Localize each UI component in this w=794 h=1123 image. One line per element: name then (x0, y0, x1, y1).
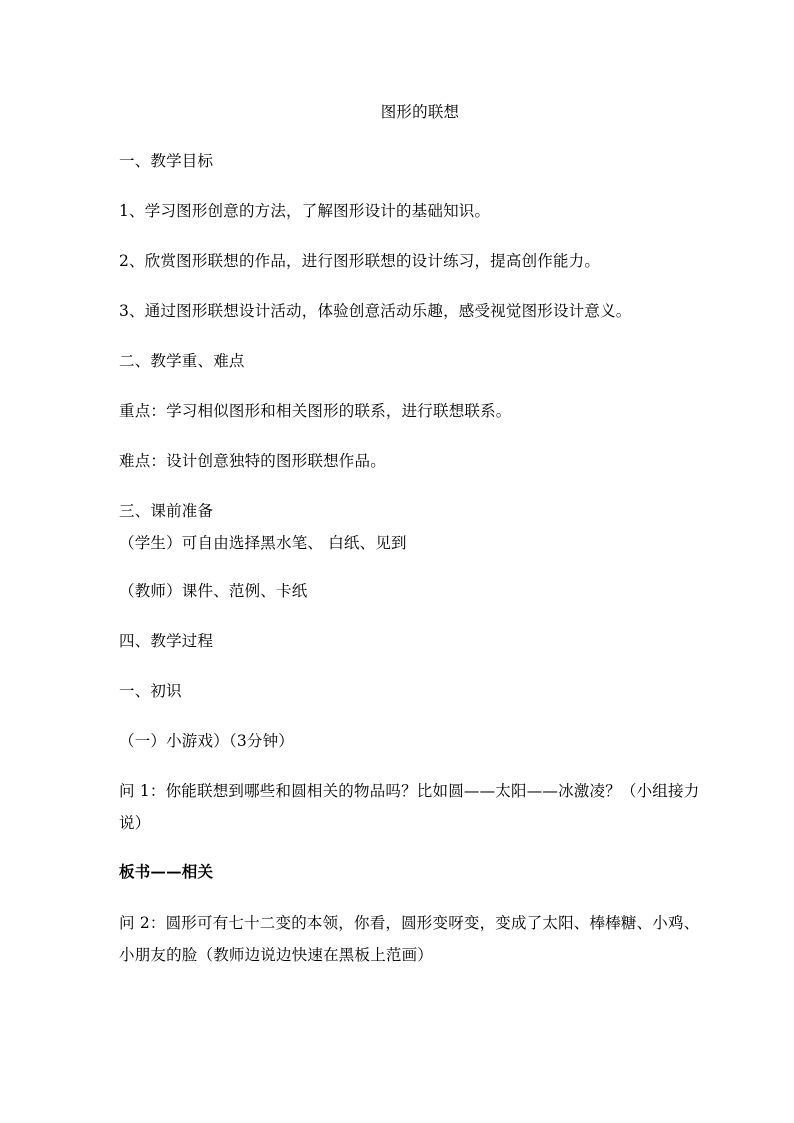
objective-3: 3、通过图形联想设计活动，体验创意活动乐趣，感受视觉图形设计意义。 (119, 302, 632, 320)
section-heading-key-points: 二、教学重、难点 (119, 352, 245, 370)
section-heading-teaching-process: 四、教学过程 (119, 632, 214, 650)
subsection-first-knowledge: 一、初识 (119, 682, 182, 700)
key-point: 重点：学习相似图形和相关图形的联系，进行联想联系。 (119, 402, 512, 420)
objective-2: 2、欣赏图形联想的作品，进行图形联想的设计练习，提高创作能力。 (119, 252, 601, 270)
section-heading-preparation: 三、课前准备 (119, 502, 214, 520)
mini-game-heading: （一）小游戏）（3分钟） (119, 732, 295, 750)
teacher-preparation: （教师）课件、范例、卡纸 (119, 582, 308, 600)
question-1: 问 1：你能联想到哪些和圆相关的物品吗？比如圆——太阳——冰激凌？（小组接力说） (119, 782, 700, 832)
objective-1: 1、学习图形创意的方法，了解图形设计的基础知识。 (119, 202, 491, 220)
board-note-related: 板书——相关 (119, 862, 214, 881)
question-2: 问 2：圆形可有七十二变的本领，你看，圆形变呀变，变成了太阳、棒棒糖、小鸡、小朋友的脸（教师边说边快速在黑板上范画） (119, 914, 700, 964)
student-preparation: （学生）可自由选择黑水笔、 白纸、见到 (119, 534, 407, 552)
document-title: 图形的联想 (380, 103, 460, 121)
section-heading-teaching-objectives: 一、教学目标 (119, 152, 214, 170)
difficulty-point: 难点：设计创意独特的图形联想作品。 (119, 452, 386, 470)
